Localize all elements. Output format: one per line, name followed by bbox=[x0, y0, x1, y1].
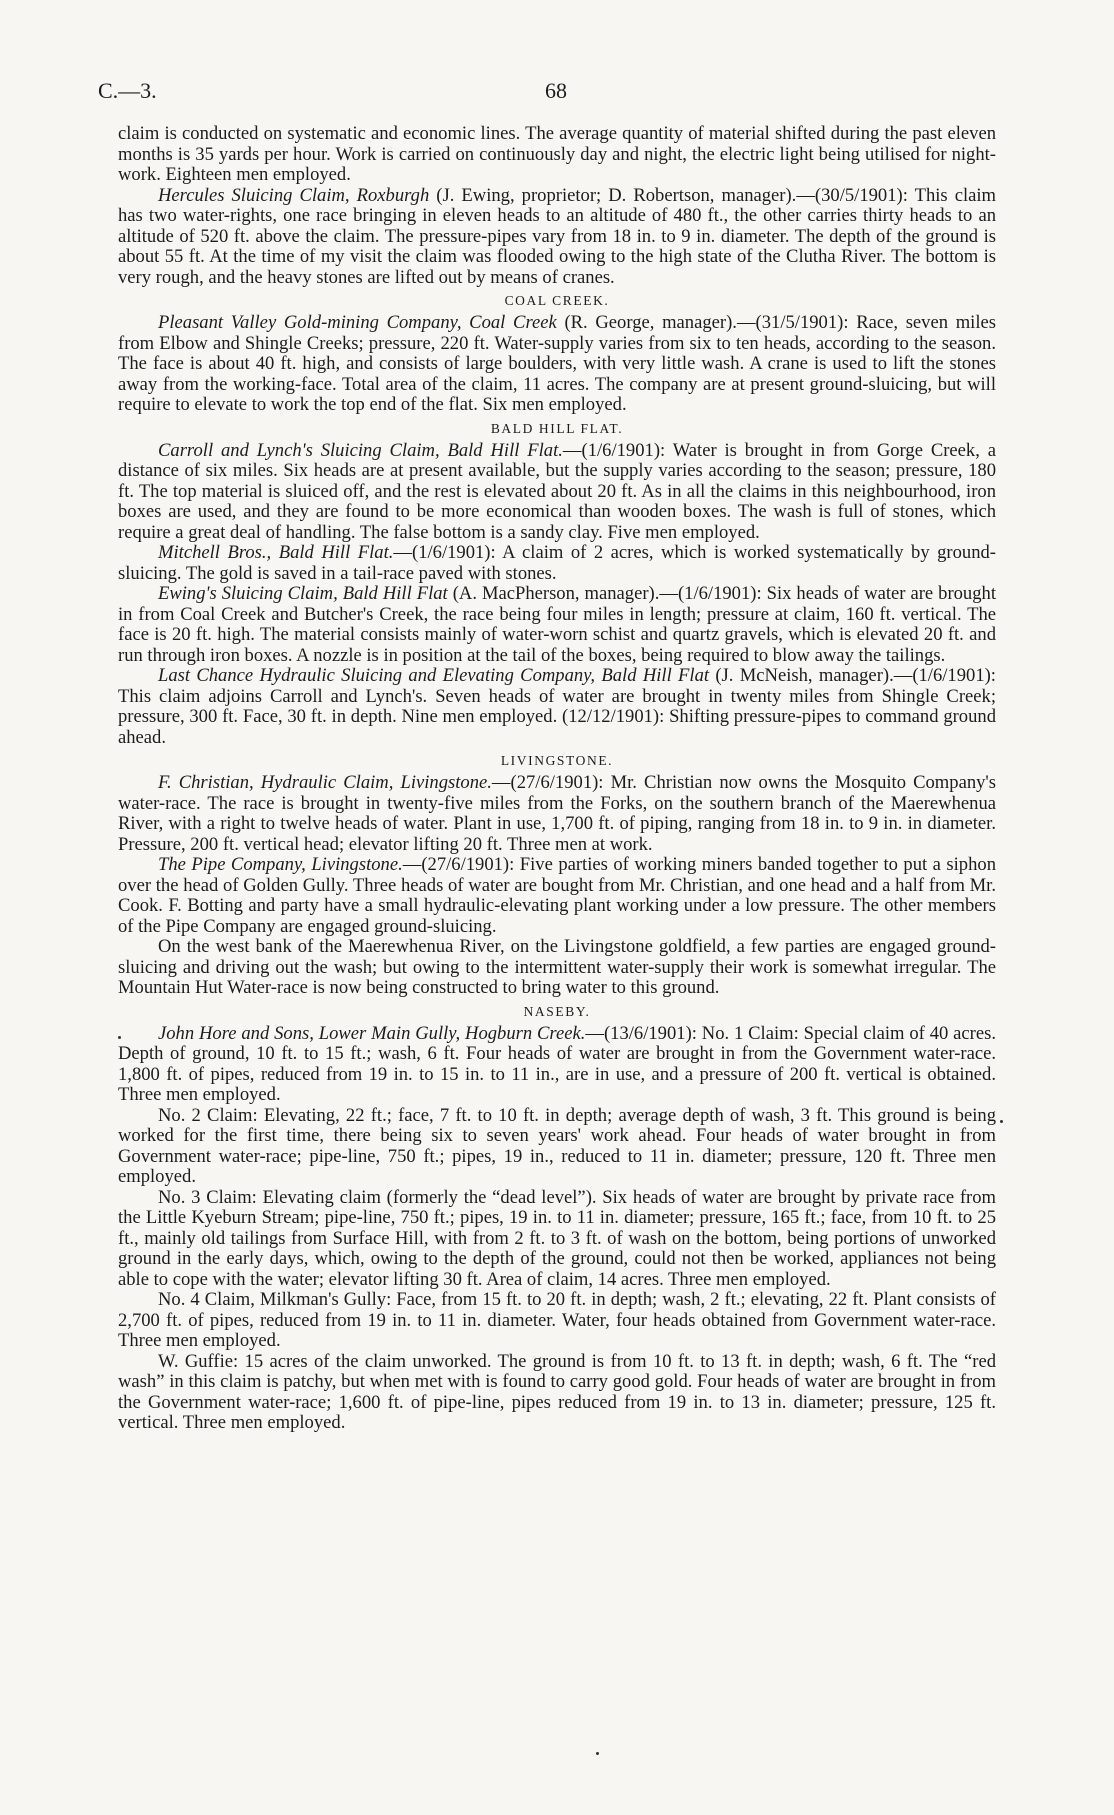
paragraph bbox=[118, 186, 996, 289]
claim-name: John Hore and Sons, Lower Main Gully, Hogburn Creek. bbox=[158, 1022, 586, 1044]
text-run: (R. George, manager).—(31/5/1901): Race, seven miles from Elbow and Shingle Creeks; pressure, 220 ft. Water-supply varies from six to ten heads, according to the season. The face is about 40 ft. high, and consists of large boulders, with very little wash. A crane is used to lift the stones away from the working-face. Total area of the claim, 11 acres. The company are at present ground-sluicing, but will require to elevate to work the top end of the flat. Six men employed. bbox=[118, 312, 996, 415]
paragraph bbox=[118, 124, 996, 186]
text-run: No. 4 Claim, Milkman's Gully: Face, from 15 ft. to 20 ft. in depth; wash, 2 ft.; elevating, 22 ft. Plant consists of 2,700 ft. of pipes, reduced from 19 in. to 11 in. diameter. Water, four heads obtained from Government water-race. Three men employed. bbox=[118, 1289, 996, 1351]
text-run: —(13/6/1901): No. 1 Claim: Special claim of 40 acres. Depth of ground, 10 ft. to 15 ft.; wash, 6 ft. Four heads of water are brought in from the Government water-race. 1,800 ft. of pipes, reduced from 19 in. to 15 in. to 11 in., are in use, and a pressure of 200 ft. vertical is obtained. Three men employed. bbox=[118, 1022, 996, 1105]
section-heading: COAL CREEK. bbox=[504, 293, 610, 308]
text-run: —(1/6/1901): A claim of 2 acres, which is worked systematically by ground-sluicing. The gold is saved in a tail-race paved with stones. bbox=[118, 542, 996, 584]
text-run: claim is conducted on systematic and economic lines. The average quantity of material shifted during the past eleven months is 35 yards per hour. Work is carried on continuously day and night, the electric light being utilised for night-work. Eighteen men employed. bbox=[118, 123, 996, 185]
paragraph bbox=[118, 855, 996, 937]
margin-mark bbox=[118, 1036, 121, 1039]
text-run: W. Guffie: 15 acres of the claim unworked. The ground is from 10 ft. to 13 ft. in depth; wash, 6 ft. The “red wash” in this claim is patchy, but when met with is found to carry good gold. Four heads of water are brought in from the Government water-race; 1,600 ft. of pipe-line, pipes reduced from 19 in. to 13 in. diameter; pressure, 125 ft. vertical. Three men employed. bbox=[118, 1350, 996, 1433]
paragraph bbox=[118, 937, 996, 999]
text-run: —(1/6/1901): Water is brought in from Gorge Creek, a distance of six miles. Six heads are at present available, but the supply varies according to the season; pressure, 180 ft. The top material is sluiced off, and the rest is elevated about 20 ft. As in all the claims in this neighbourhood, iron boxes are used, and they are found to be more economical than wooden boxes. The wash is full of stones, which require a great deal of handling. The false bottom is a sandy clay. Five men employed. bbox=[118, 439, 996, 543]
text-run: On the west bank of the Maerewhenua River, on the Livingstone goldfield, a few parties are engaged ground-sluicing and driving out the wash; but owing to the intermittent water-supply their work is somewhat irregular. The Mountain Hut Water-race is now being constructed to bring water to this ground. bbox=[118, 936, 996, 998]
claim-name: Hercules Sluicing Claim, Roxburgh bbox=[158, 184, 430, 206]
page-number: 68 bbox=[545, 78, 567, 103]
paragraph bbox=[118, 1290, 996, 1352]
section-heading: NASEBY. bbox=[523, 1003, 591, 1019]
report-code: C.—3. bbox=[98, 78, 157, 103]
margin-mark bbox=[1000, 1120, 1003, 1123]
claim-name: Ewing's Sluicing Claim, Bald Hill Flat bbox=[158, 583, 448, 604]
section-heading: BALD HILL FLAT. bbox=[490, 420, 624, 436]
claim-name: F. Christian, Hydraulic Claim, Livingstone. bbox=[158, 772, 492, 793]
running-header bbox=[98, 78, 1014, 104]
paragraph bbox=[118, 666, 996, 748]
claim-name: Pleasant Valley Gold-mining Company, Coal Creek bbox=[158, 312, 557, 333]
paragraph bbox=[118, 1024, 996, 1106]
claim-name: Carroll and Lynch's Sluicing Claim, Bald Hill Flat. bbox=[158, 439, 563, 461]
text-run: (J. Ewing, proprietor; D. Robertson, manager).—(30/5/1901): This claim has two water-rights, one race bringing in eleven heads to an altitude of 480 ft., the other carries thirty heads to an altitude of 520 ft. above the claim. The pressure-pipes vary from 18 in. to 9 in. diameter. The depth of the ground is about 55 ft. At the time of my visit the claim was flooded owing to the high state of the Clutha River. The bottom is very rough, and the heavy stones are lifted out by means of cranes. bbox=[118, 184, 997, 288]
paragraph bbox=[118, 1352, 996, 1434]
paragraph bbox=[118, 1106, 996, 1188]
paragraph bbox=[118, 1188, 996, 1291]
paragraph bbox=[118, 584, 996, 666]
section-heading: LIVINGSTONE. bbox=[500, 753, 614, 768]
paragraph bbox=[118, 773, 996, 855]
text-run: (J. McNeish, manager).—(1/6/1901): This claim adjoins Carroll and Lynch's. Seven heads of water are brought in twenty miles from Shingle Creek; pressure, 300 ft. Face, 30 ft. in depth. Nine men employed. (12/12/1901): Shifting pressure-pipes to command ground ahead. bbox=[118, 665, 996, 748]
body-text bbox=[118, 78, 996, 1434]
paragraph bbox=[118, 313, 996, 416]
text-run: —(27/6/1901): Five parties of working miners banded together to put a siphon over the head of Golden Gully. Three heads of water are bought from Mr. Christian, and one head and a half from Mr. Cook. F. Botting and party have a small hydraulic-elevating plant working under a low pressure. The other members of the Pipe Company are engaged ground-sluicing. bbox=[118, 854, 996, 937]
text-run: No. 2 Claim: Elevating, 22 ft.; face, 7 ft. to 10 ft. in depth; average depth of wash, 3 ft. This ground is being worked for the first time, there being six to seven years' work ahead. Four heads of water brought in from Government water-race; pipe-line, 750 ft.; pipes, 19 in., reduced to 11 in. diameter; pressure, 120 ft. Three men employed. bbox=[118, 1104, 996, 1187]
claim-name: Last Chance Hydraulic Sluicing and Elevating Company, Bald Hill Flat bbox=[158, 665, 710, 686]
claim-name: The Pipe Company, Livingstone. bbox=[158, 854, 403, 875]
margin-mark bbox=[596, 1752, 599, 1755]
paragraph bbox=[118, 441, 996, 544]
paragraph bbox=[118, 543, 996, 584]
text-run: No. 3 Claim: Elevating claim (formerly the “dead level”). Six heads of water are brought by private race from the Little Kyeburn Stream; pipe-line, 750 ft.; pipes, 19 in. to 11 in. diameter; pressure, 165 ft.; face, from 10 ft. to 25 ft., mainly old tailings from Surface Hill, with from 2 ft. to 3 ft. of wash on the bottom, being portions of unworked ground in the early days, which, owing to the depth of the ground, could not then be worked, appliances not being able to cope with the water; elevator lifting 30 ft. Area of claim, 14 acres. Three men employed. bbox=[118, 1186, 996, 1290]
claim-name: Mitchell Bros., Bald Hill Flat. bbox=[158, 542, 394, 563]
text-run: (A. MacPherson, manager).—(1/6/1901): Six heads of water are brought in from Coal Creek and Butcher's Creek, the race being four miles in length; pressure at claim, 160 ft. vertical. The face is 20 ft. high. The material consists mainly of water-worn schist and quartz gravels, which is elevated 20 ft. and run through iron boxes. A nozzle is in position at the tail of the boxes, being required to blow away the tailings. bbox=[118, 583, 996, 666]
text-run: —(27/6/1901): Mr. Christian now owns the Mosquito Company's water-race. The race is brought in twenty-five miles from the Forks, on the southern branch of the Maerewhenua River, with a right to twelve heads of water. Plant in use, 1,700 ft. of piping, ranging from 18 in. to 9 in. in diameter. Pressure, 200 ft. vertical head; elevator lifting 20 ft. Three men at work. bbox=[118, 772, 997, 855]
